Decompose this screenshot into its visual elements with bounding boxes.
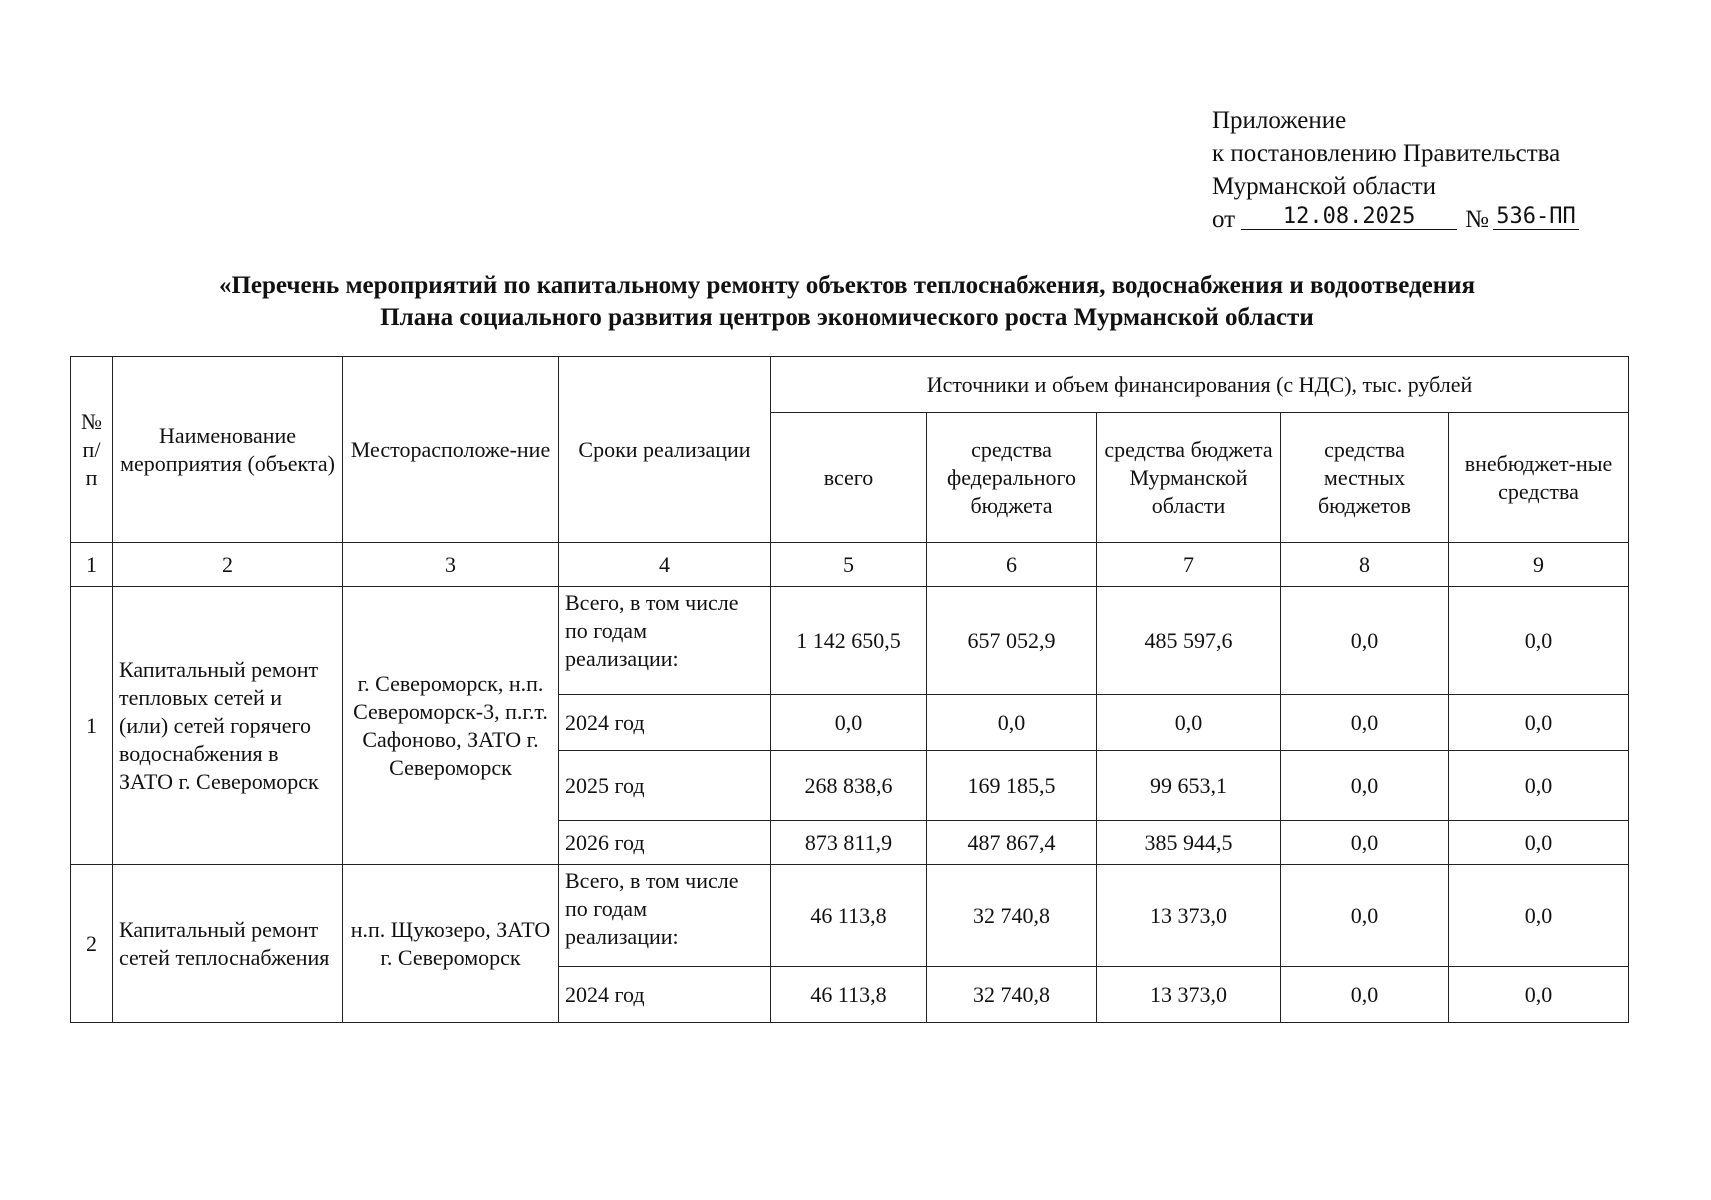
row-period: Всего, в том числе по годам реализации: (559, 865, 771, 967)
row-location: н.п. Щукозеро, ЗАТО г. Североморск (343, 865, 559, 1023)
cell-federal: 0,0 (927, 695, 1097, 751)
cell-extrabudget: 0,0 (1449, 821, 1629, 865)
cell-regional: 385 944,5 (1097, 821, 1281, 865)
cell-local: 0,0 (1281, 695, 1449, 751)
row-name: Капитальный ремонт тепловых сетей и (или) сетей горячего водоснабжения в ЗАТО г. Североморск (113, 587, 343, 865)
column-number: 7 (1097, 543, 1281, 587)
funding-table (70, 356, 1629, 1023)
decree-date: 12.08.2025 (1241, 205, 1457, 230)
document-title (66, 270, 1628, 334)
approval-date-line (1212, 203, 1579, 236)
header-local: средства местных бюджетов (1281, 413, 1449, 543)
cell-extrabudget: 0,0 (1449, 587, 1629, 695)
cell-local: 0,0 (1281, 751, 1449, 821)
cell-local: 0,0 (1281, 967, 1449, 1023)
header-extrabudget: внебюджет-ные средства (1449, 413, 1629, 543)
column-number-row (71, 543, 1629, 587)
cell-federal: 32 740,8 (927, 967, 1097, 1023)
cell-local: 0,0 (1281, 587, 1449, 695)
row-name: Капитальный ремонт сетей теплоснабжения (113, 865, 343, 1023)
approval-block (1212, 104, 1579, 236)
row-num: 1 (71, 587, 113, 865)
approval-line-1: Приложение (1212, 107, 1347, 134)
column-number: 4 (559, 543, 771, 587)
header-name: Наименование мероприятия (объекта) (113, 357, 343, 543)
row-location: г. Североморск, н.п. Североморск-3, п.г.т. Сафоново, ЗАТО г. Североморск (343, 587, 559, 865)
cell-regional: 0,0 (1097, 695, 1281, 751)
cell-regional: 99 653,1 (1097, 751, 1281, 821)
cell-regional: 13 373,0 (1097, 967, 1281, 1023)
header-regional: средства бюджета Мурманской области (1097, 413, 1281, 543)
approval-line-3: Мурманской области (1212, 173, 1437, 200)
column-number: 2 (113, 543, 343, 587)
row-period: 2024 год (559, 967, 771, 1023)
row-period: 2024 год (559, 695, 771, 751)
header-federal: средства федерального бюджета (927, 413, 1097, 543)
cell-total: 268 838,6 (771, 751, 927, 821)
cell-total: 873 811,9 (771, 821, 927, 865)
title-line-1: «Перечень мероприятий по капитальному ремонту объектов теплоснабжения, водоснабжения и водоотведения (218, 272, 1476, 299)
column-number: 8 (1281, 543, 1449, 587)
row-period: 2026 год (559, 821, 771, 865)
column-number: 1 (71, 543, 113, 587)
date-label: от (1212, 206, 1236, 233)
cell-regional: 485 597,6 (1097, 587, 1281, 695)
header-location: Месторасположе-ние (343, 357, 559, 543)
column-number: 3 (343, 543, 559, 587)
number-label: № (1465, 206, 1489, 233)
cell-regional: 13 373,0 (1097, 865, 1281, 967)
approval-line-2: к постановлению Правительства (1212, 140, 1561, 167)
header-period: Сроки реализации (559, 357, 771, 543)
row-num: 2 (71, 865, 113, 1023)
column-number: 5 (771, 543, 927, 587)
table-row (71, 587, 1629, 695)
cell-local: 0,0 (1281, 865, 1449, 967)
table-row (71, 865, 1629, 967)
cell-total: 46 113,8 (771, 967, 927, 1023)
column-number: 9 (1449, 543, 1629, 587)
column-number: 6 (927, 543, 1097, 587)
row-period: 2025 год (559, 751, 771, 821)
cell-federal: 32 740,8 (927, 865, 1097, 967)
cell-extrabudget: 0,0 (1449, 967, 1629, 1023)
cell-total: 46 113,8 (771, 865, 927, 967)
header-total: всего (771, 413, 927, 543)
header-num: № п/п (71, 357, 113, 543)
header-funding-group: Источники и объем финансирования (с НДС), тыс. рублей (771, 357, 1629, 413)
decree-number: 536-ПП (1493, 205, 1579, 230)
header-row-1 (71, 357, 1629, 413)
row-period: Всего, в том числе по годам реализации: (559, 587, 771, 695)
cell-total: 1 142 650,5 (771, 587, 927, 695)
cell-federal: 169 185,5 (927, 751, 1097, 821)
cell-local: 0,0 (1281, 821, 1449, 865)
cell-extrabudget: 0,0 (1449, 695, 1629, 751)
title-line-2: Плана социального развития центров экономического роста Мурманской области (380, 304, 1314, 331)
cell-extrabudget: 0,0 (1449, 751, 1629, 821)
cell-extrabudget: 0,0 (1449, 865, 1629, 967)
cell-federal: 487 867,4 (927, 821, 1097, 865)
cell-total: 0,0 (771, 695, 927, 751)
cell-federal: 657 052,9 (927, 587, 1097, 695)
